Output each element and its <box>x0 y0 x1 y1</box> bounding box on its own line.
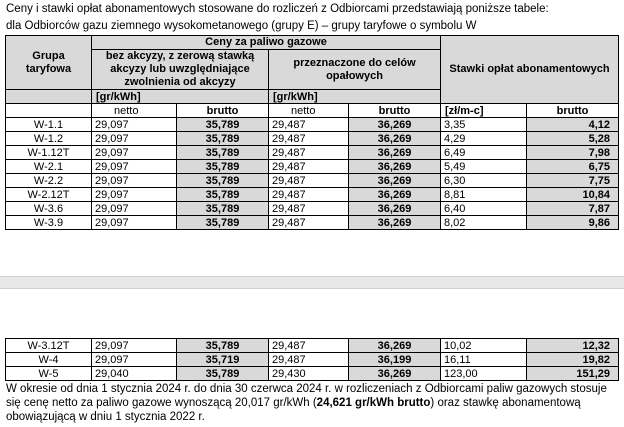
tariff-code: W-3.12T <box>6 339 92 353</box>
intro-line-2: dla Odbiorców gazu ziemnego wysokometanowego (grupy E) – grupy taryfowe o symbolu W <box>6 20 477 32</box>
footer-bold-price: 24,621 gr/kWh brutto <box>316 397 431 409</box>
table-row <box>6 216 619 230</box>
tariff-code: W-2.1 <box>6 160 92 174</box>
blank-cell <box>6 104 92 118</box>
tariff-code: W-2.2 <box>6 174 92 188</box>
fee-header: Stawki opłat abonamentowych <box>441 36 619 104</box>
table-row <box>6 146 619 160</box>
table-row <box>6 174 619 188</box>
tariff-code: W-3.9 <box>6 216 92 230</box>
brutto-heating-price: 36,269 <box>349 339 441 353</box>
intro-line-1: Ceny i stawki opłat abonamentowych stosowane do rozliczeń z Odbiorcami przedstawiają poniższe tabele: <box>6 3 549 15</box>
brutto-heating-price: 36,269 <box>349 132 441 146</box>
unit-fuel-1: [gr/kWh] <box>92 90 269 104</box>
netto-price: 29,097 <box>92 353 177 367</box>
brutto-heating-price: 36,269 <box>349 174 441 188</box>
footer-text-2: ) oraz stawkę abonamentową obowiązującą w dniu 1 stycznia 2022 r. <box>6 397 581 423</box>
tariff-code: W-1.2 <box>6 132 92 146</box>
brutto-label: brutto <box>177 104 269 118</box>
brutto-price: 35,789 <box>177 146 269 160</box>
netto-fee: 16,11 <box>441 353 527 367</box>
netto-heating-price: 29,487 <box>269 339 349 353</box>
brutto-price: 35,789 <box>177 188 269 202</box>
netto-fee: 4,29 <box>441 132 527 146</box>
netto-price: 29,097 <box>92 132 177 146</box>
brutto-fee: 9,86 <box>527 216 619 230</box>
netto-price: 29,097 <box>92 202 177 216</box>
brutto-price: 35,789 <box>177 202 269 216</box>
brutto-label: brutto <box>349 104 441 118</box>
brutto-price: 35,719 <box>177 353 269 367</box>
netto-fee: 8,81 <box>441 188 527 202</box>
rows-bottom <box>6 339 619 381</box>
netto-label: netto <box>92 104 177 118</box>
tariff-code: W-2.12T <box>6 188 92 202</box>
brutto-price: 35,789 <box>177 339 269 353</box>
brutto-fee: 19,82 <box>527 353 619 367</box>
brutto-heating-price: 36,269 <box>349 188 441 202</box>
netto-heating-price: 29,487 <box>269 118 349 132</box>
table-row <box>6 188 619 202</box>
netto-fee: 10,02 <box>441 339 527 353</box>
tariff-code: W-5 <box>6 367 92 381</box>
netto-price: 29,097 <box>92 174 177 188</box>
brutto-price: 35,789 <box>177 216 269 230</box>
netto-fee: 6,30 <box>441 174 527 188</box>
netto-price: 29,040 <box>92 367 177 381</box>
brutto-price: 35,789 <box>177 174 269 188</box>
footer-text-1: W okresie od dnia 1 stycznia 2024 r. do dnia 30 czerwca 2024 r. w rozliczeniach z Odbiorcami paliw gazowych stosuje się cenę netto za paliwo gazowe wynoszącą 20,017 gr/kWh ( <box>6 383 607 409</box>
table-row <box>6 367 619 381</box>
tariff-table-bottom <box>5 338 619 381</box>
brutto-fee: 7,87 <box>527 202 619 216</box>
netto-heating-price: 29,487 <box>269 132 349 146</box>
tariff-code: W-4 <box>6 353 92 367</box>
brutto-fee: 151,29 <box>527 367 619 381</box>
brutto-price: 35,789 <box>177 132 269 146</box>
brutto-heating-price: 36,269 <box>349 160 441 174</box>
brutto-fee: 5,28 <box>527 132 619 146</box>
brutto-heating-price: 36,269 <box>349 146 441 160</box>
brutto-price: 35,789 <box>177 367 269 381</box>
netto-price: 29,097 <box>92 118 177 132</box>
brutto-label: brutto <box>527 104 619 118</box>
netto-fee: 6,40 <box>441 202 527 216</box>
netto-price: 29,097 <box>92 339 177 353</box>
netto-heating-price: 29,487 <box>269 174 349 188</box>
brutto-heating-price: 36,269 <box>349 202 441 216</box>
heating-header: przeznaczone do celów opałowych <box>269 50 441 90</box>
brutto-price: 35,789 <box>177 118 269 132</box>
fuel-header: Ceny za paliwo gazowe <box>92 36 441 50</box>
unit-fuel-2: [gr/kWh] <box>269 90 441 104</box>
brutto-heating-price: 36,199 <box>349 353 441 367</box>
rows-top <box>6 118 619 230</box>
netto-fee: 6,49 <box>441 146 527 160</box>
brutto-heating-price: 36,269 <box>349 367 441 381</box>
netto-label: netto <box>269 104 349 118</box>
tariff-code: W-1.1 <box>6 118 92 132</box>
page-separator <box>0 276 624 289</box>
unit-fee: [zł/m-c] <box>441 104 527 118</box>
netto-price: 29,097 <box>92 160 177 174</box>
netto-fee: 123,00 <box>441 367 527 381</box>
brutto-fee: 12,32 <box>527 339 619 353</box>
tariff-code: W-3.6 <box>6 202 92 216</box>
netto-price: 29,097 <box>92 146 177 160</box>
brutto-fee: 7,98 <box>527 146 619 160</box>
netto-heating-price: 29,430 <box>269 367 349 381</box>
footer-note <box>6 382 618 424</box>
netto-heating-price: 29,487 <box>269 146 349 160</box>
brutto-fee: 6,75 <box>527 160 619 174</box>
tariff-table-top <box>5 35 619 230</box>
tariff-code: W-1.12T <box>6 146 92 160</box>
netto-heating-price: 29,487 <box>269 188 349 202</box>
excise-header: bez akcyzy, z zerową stawką akcyzy lub uwzględniające zwolnienia od akcyzy <box>92 50 269 90</box>
table-row <box>6 202 619 216</box>
netto-price: 29,097 <box>92 188 177 202</box>
netto-fee: 3,35 <box>441 118 527 132</box>
netto-price: 29,097 <box>92 216 177 230</box>
brutto-price: 35,789 <box>177 160 269 174</box>
brutto-heating-price: 36,269 <box>349 118 441 132</box>
blank-cell <box>6 90 92 104</box>
brutto-fee: 10,84 <box>527 188 619 202</box>
netto-heating-price: 29,487 <box>269 160 349 174</box>
netto-fee: 8,02 <box>441 216 527 230</box>
netto-heating-price: 29,487 <box>269 216 349 230</box>
brutto-fee: 7,75 <box>527 174 619 188</box>
table-row <box>6 339 619 353</box>
table-row <box>6 353 619 367</box>
netto-heating-price: 29,487 <box>269 202 349 216</box>
table-row <box>6 160 619 174</box>
netto-fee: 5,49 <box>441 160 527 174</box>
table-row <box>6 132 619 146</box>
group-header: Grupa taryfowa <box>6 36 92 90</box>
netto-heating-price: 29,487 <box>269 353 349 367</box>
brutto-fee: 4,12 <box>527 118 619 132</box>
brutto-heating-price: 36,269 <box>349 216 441 230</box>
table-row <box>6 118 619 132</box>
